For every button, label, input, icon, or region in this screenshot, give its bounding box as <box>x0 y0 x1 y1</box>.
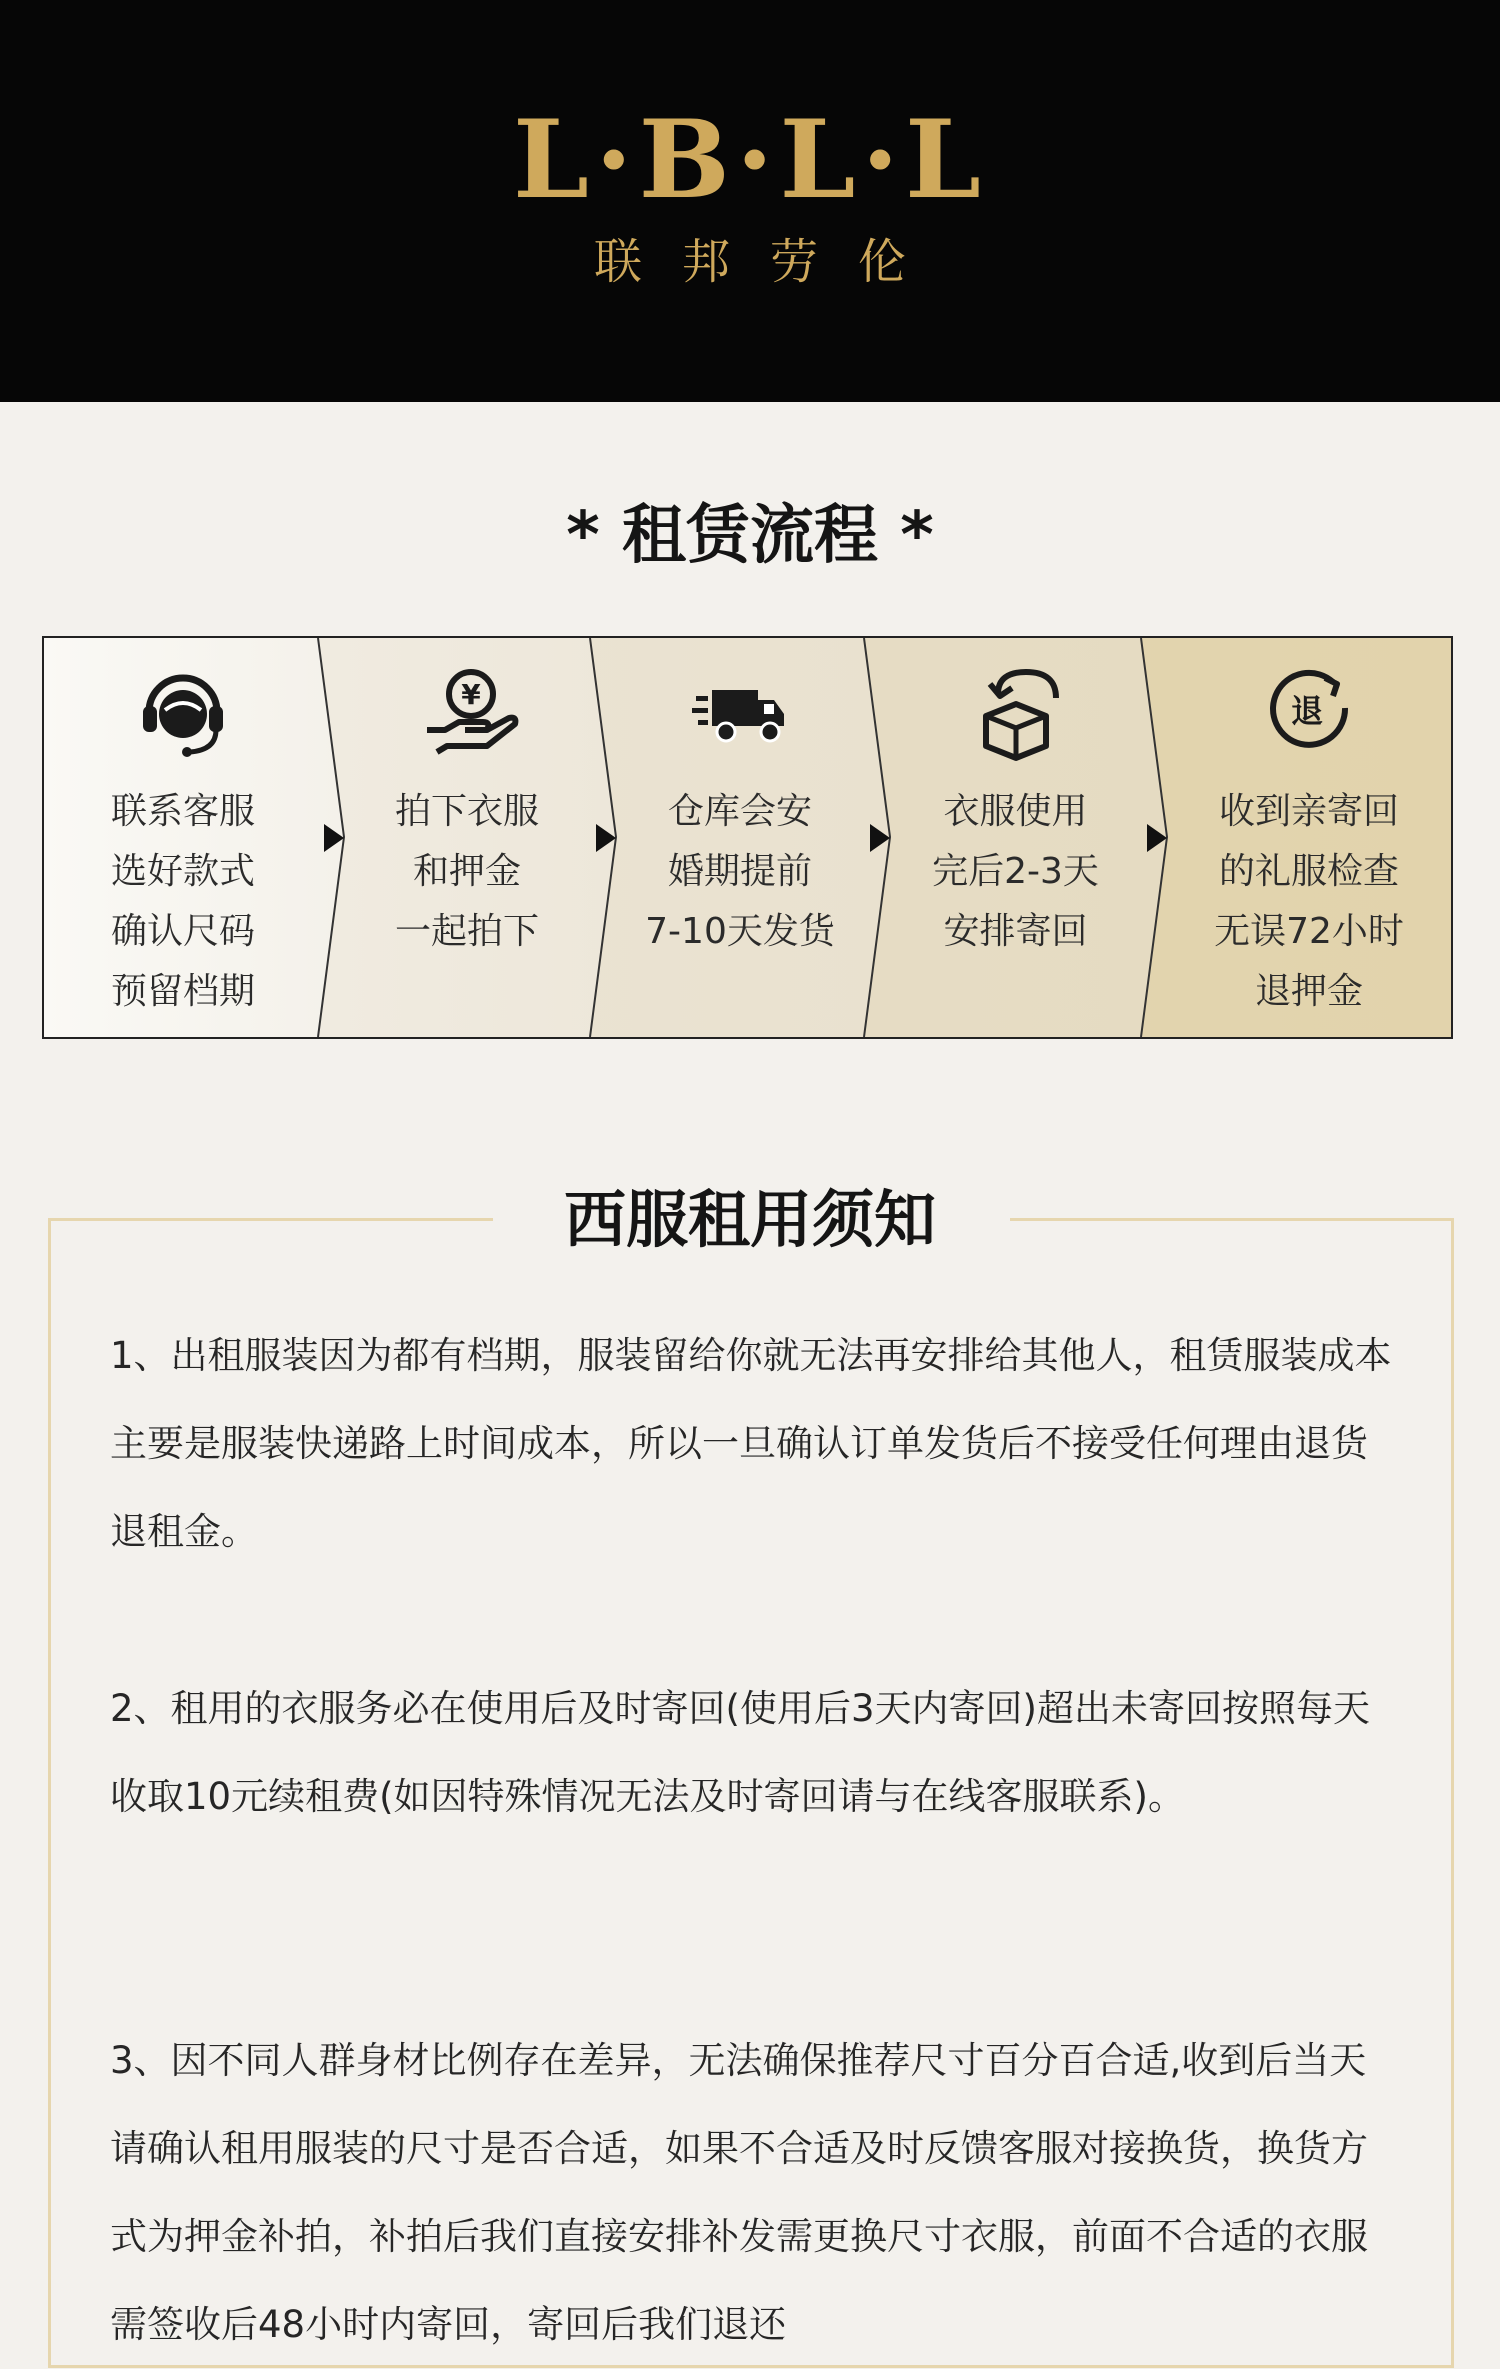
next-arrow-icon <box>324 824 344 852</box>
process-step-contact <box>44 638 322 1037</box>
brand-logo: L·B·L·L <box>513 97 987 223</box>
step-text-line: 联系客服 <box>110 791 255 832</box>
step-text-line: 预留档期 <box>110 971 255 1012</box>
step-text-line: 衣服使用 <box>943 791 1088 832</box>
step-text-line: 完后2-3天 <box>932 851 1099 892</box>
customer-service-headset-icon <box>135 664 231 760</box>
process-title: * 租赁流程 * <box>566 499 934 573</box>
delivery-truck-icon <box>692 664 788 760</box>
next-arrow-icon <box>870 824 890 852</box>
next-arrow-icon <box>596 824 616 852</box>
step-text-line: 确认尺码 <box>110 911 255 952</box>
yuan-payment-hand-icon <box>419 664 515 760</box>
return-package-icon <box>968 664 1064 760</box>
step-text-line: 无误72小时 <box>1214 911 1404 952</box>
notice-paragraph-3: 3、因不同人群身材比例存在差异，无法确保推荐尺寸百分百合适,收到后当天请确认租用服装的尺寸是否合适，如果不合适及时反馈客服对接换货，换货方式为押金补拍，补拍后我们直接安排补发需更换尺寸衣服，前面不合适的衣服需签收后48小时内寄回，寄回后我们退还 <box>110 2039 1368 2346</box>
step-text-line: 的礼服检查 <box>1218 851 1399 892</box>
step-text-line: 收到亲寄回 <box>1218 791 1399 832</box>
brand-subtitle: 联邦劳伦 <box>593 234 946 290</box>
refund-glyph: 退 <box>1290 692 1324 730</box>
step-text-line: 安排寄回 <box>943 911 1088 952</box>
notice-title: 西服租用须知 <box>563 1183 936 1256</box>
step-text-line: 退押金 <box>1254 971 1363 1012</box>
rental-process-strip <box>42 636 1453 1039</box>
brand-header <box>0 0 1500 402</box>
process-step-return <box>890 638 1141 1037</box>
step-text-line: 一起拍下 <box>394 911 539 952</box>
process-step-payment <box>344 638 590 1037</box>
step-text-line: 婚期提前 <box>667 851 812 892</box>
process-step-shipping <box>616 638 864 1037</box>
step-text-line: 和押金 <box>412 851 521 892</box>
step-text-line: 选好款式 <box>110 851 255 892</box>
notice-paragraph-2: 2、租用的衣服务必在使用后及时寄回(使用后3天内寄回)超出未寄回按照每天收取10元续租费(如因特殊情况无法及时寄回请与在线客服联系)。 <box>110 1687 1370 1818</box>
step-text-line: 7-10天发货 <box>645 911 835 952</box>
step-text-line: 拍下衣服 <box>394 791 539 832</box>
notice-paragraph-1: 1、出租服装因为都有档期，服装留给你就无法再安排给其他人，租赁服装成本主要是服装快递路上时间成本，所以一旦确认订单发货后不接受任何理由退货退租金。 <box>110 1334 1392 1553</box>
step-text-line: 仓库会安 <box>667 791 812 832</box>
refund-icon <box>1261 664 1357 760</box>
process-step-refund <box>1167 638 1451 1037</box>
svg-text:¥: ¥ <box>461 678 481 711</box>
next-arrow-icon <box>1147 824 1167 852</box>
